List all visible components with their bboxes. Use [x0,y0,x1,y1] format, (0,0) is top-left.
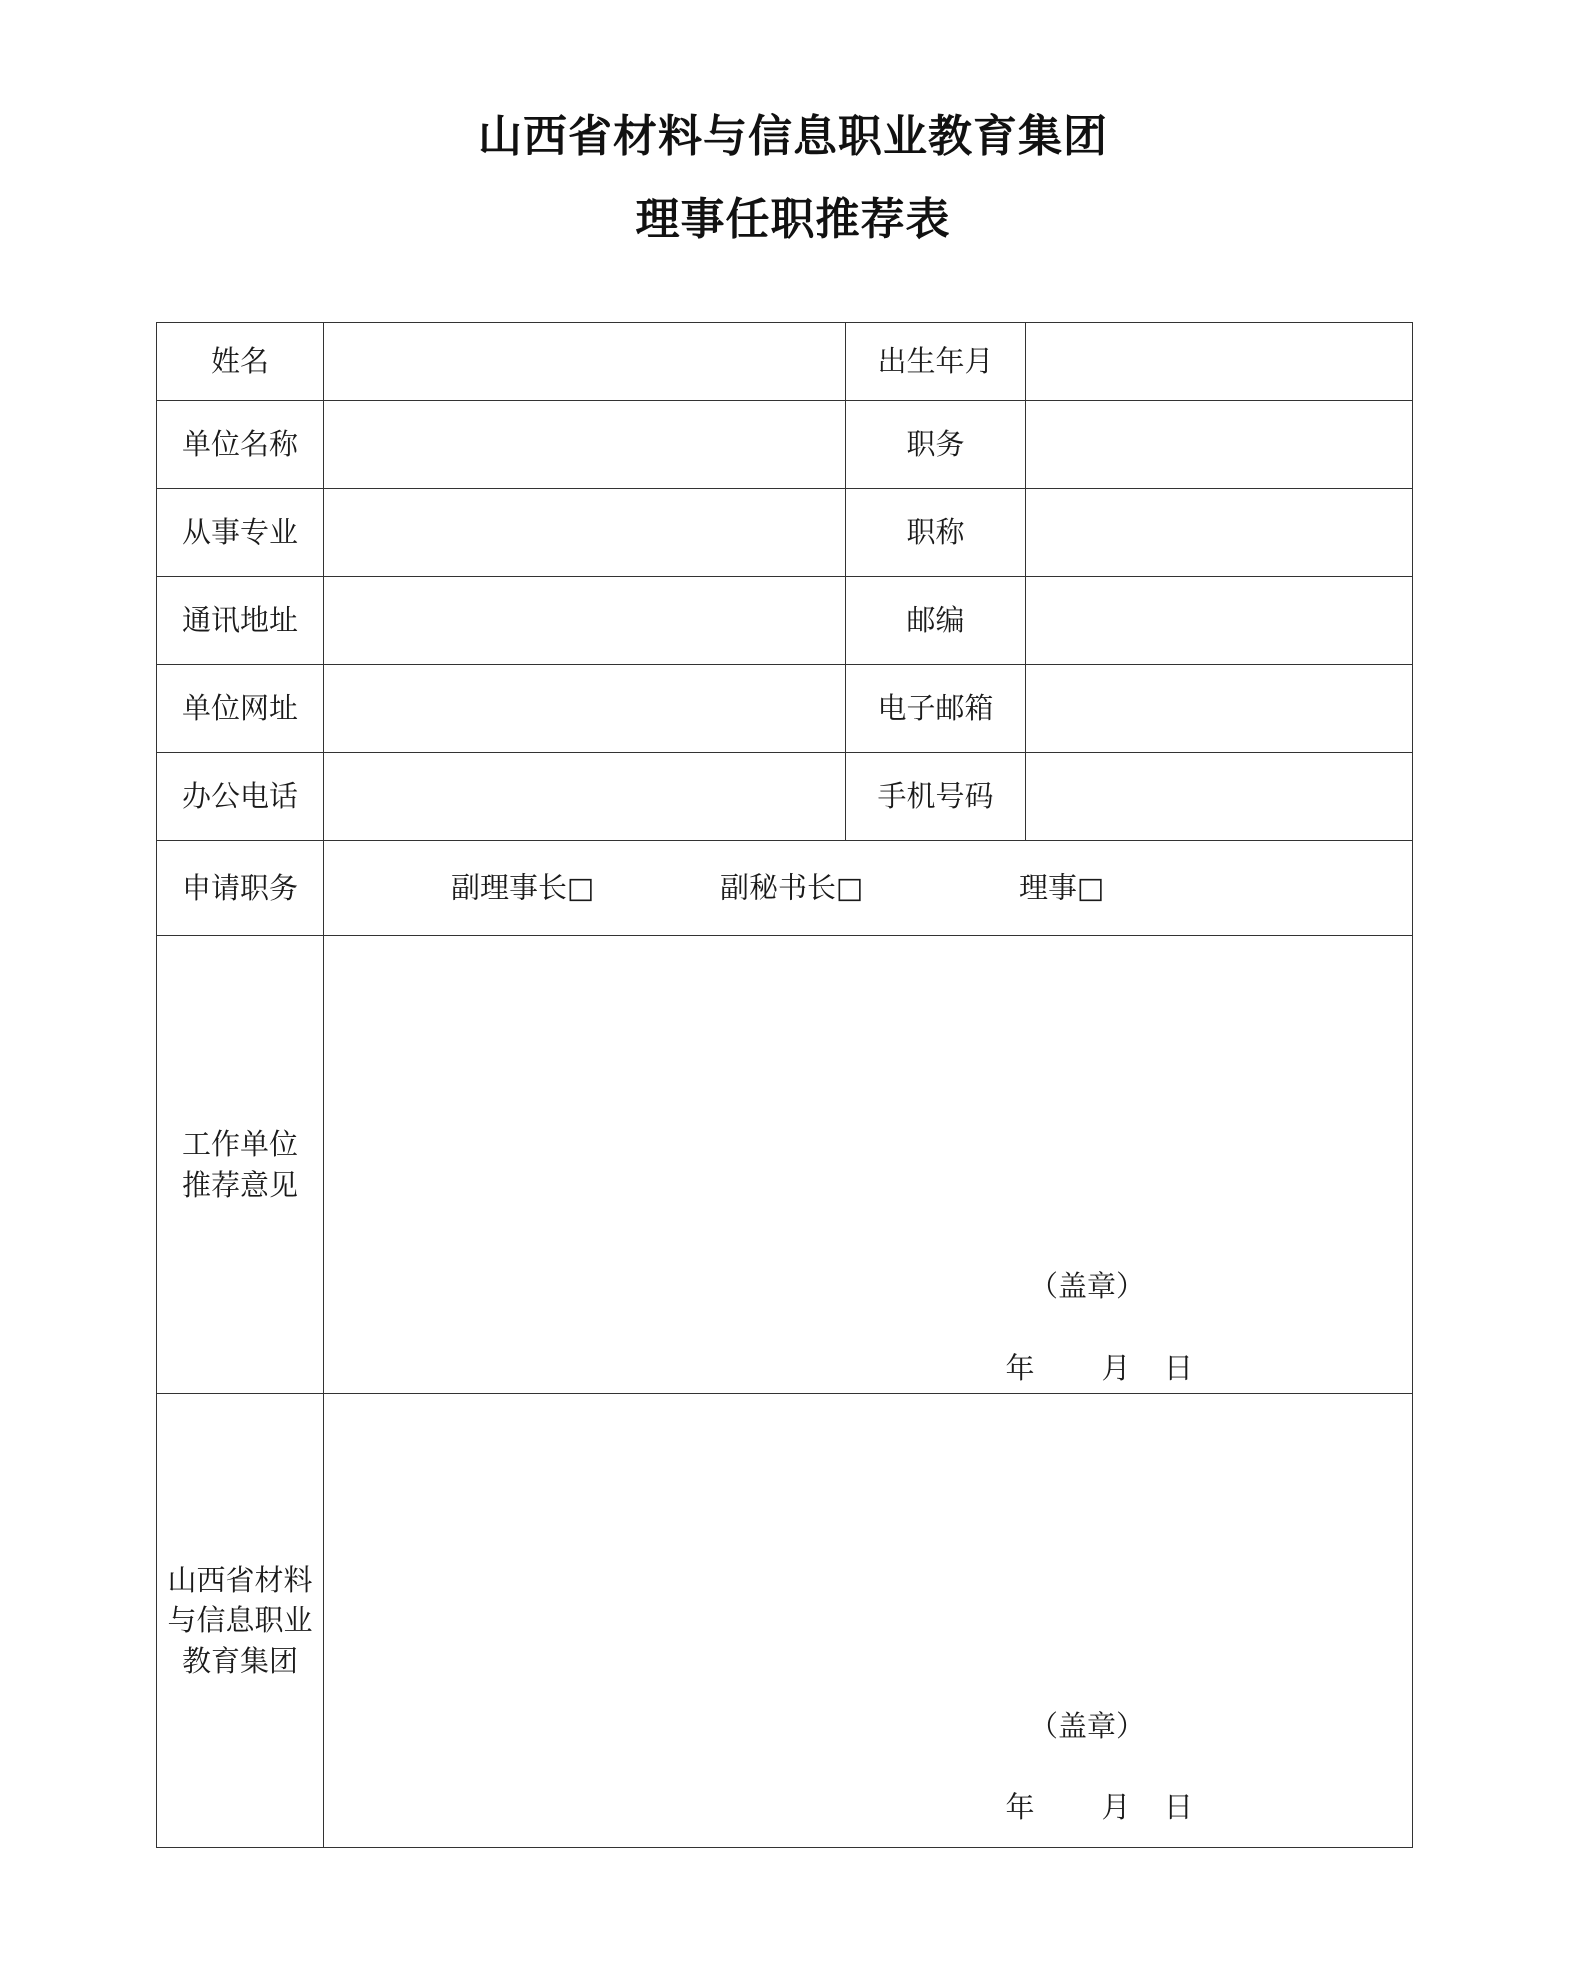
input-name[interactable] [324,323,846,401]
row-phone [157,753,1413,841]
label-name: 姓名 [157,323,324,401]
label-unit-opinion [157,936,324,1394]
recommendation-form-table [156,322,1413,1848]
row-unit-opinion [157,936,1413,1394]
label-major: 从事专业 [157,489,324,577]
row-unit [157,401,1413,489]
option-deputy-secretary-checkbox[interactable]: 副秘书长□ [720,870,864,905]
group-seal-label: （盖章） [1029,1709,1146,1743]
unit-date-month: 月 [1101,1351,1131,1385]
label-office-phone: 办公电话 [157,753,324,841]
label-group-opinion [157,1394,324,1848]
group-opinion-area[interactable] [324,1394,1413,1848]
row-major [157,489,1413,577]
option-director-checkbox[interactable]: 理事□ [1019,870,1105,905]
input-email[interactable] [1026,665,1413,753]
input-website[interactable] [324,665,846,753]
apply-position-options [324,841,1413,936]
input-mobile[interactable] [1026,753,1413,841]
row-apply-position [157,841,1413,936]
label-unit-opinion-line2: 推荐意见 [181,1167,298,1202]
input-major[interactable] [324,489,846,577]
label-website: 单位网址 [157,665,324,753]
label-unit-name: 单位名称 [157,401,324,489]
label-unit-opinion-line1: 工作单位 [181,1126,298,1161]
label-group-opinion-line1: 山西省材料 [167,1562,313,1597]
group-date-line [972,1787,1193,1828]
label-email: 电子邮箱 [846,665,1026,753]
unit-date-line [972,1348,1193,1389]
label-job-title: 职称 [846,489,1026,577]
input-unit-name[interactable] [324,401,846,489]
unit-date-day: 日 [1164,1351,1194,1385]
unit-opinion-area[interactable] [324,936,1413,1394]
input-office-phone[interactable] [324,753,846,841]
row-name [157,323,1413,401]
group-date-year: 年 [1005,1790,1035,1824]
option-vice-chairman-checkbox[interactable]: 副理事长□ [451,870,595,905]
label-group-opinion-line2: 与信息职业 [167,1603,313,1638]
label-birth: 出生年月 [846,323,1026,401]
form-title-line1: 山西省材料与信息职业教育集团 [478,111,1108,162]
label-position: 职务 [846,401,1026,489]
input-birth[interactable] [1026,323,1413,401]
label-apply-position: 申请职务 [157,841,324,936]
label-postcode: 邮编 [846,577,1026,665]
unit-seal-label: （盖章） [1029,1269,1146,1303]
group-date-day: 日 [1164,1790,1194,1824]
label-address: 通讯地址 [157,577,324,665]
label-mobile: 手机号码 [846,753,1026,841]
unit-date-year: 年 [1005,1351,1035,1385]
input-job-title[interactable] [1026,489,1413,577]
row-website [157,665,1413,753]
row-address [157,577,1413,665]
group-date-month: 月 [1101,1790,1131,1824]
label-group-opinion-line3: 教育集团 [181,1643,298,1678]
input-position[interactable] [1026,401,1413,489]
form-title-line2: 理事任职推荐表 [635,194,951,245]
input-address[interactable] [324,577,846,665]
input-postcode[interactable] [1026,577,1413,665]
row-group-opinion [157,1394,1413,1848]
